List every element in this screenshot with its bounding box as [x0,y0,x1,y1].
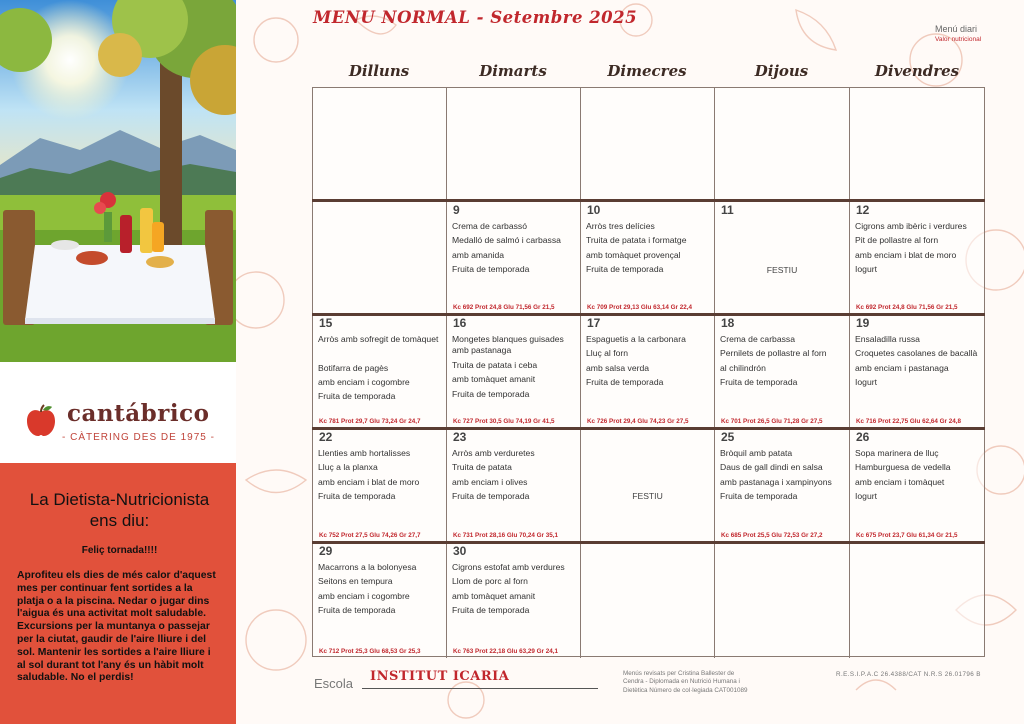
dish-line: amb tomàquet amanit [452,590,536,601]
day-number: 10 [587,203,601,217]
brand-tagline: - CÀTERING DES DE 1975 - [62,432,215,443]
day-number: 17 [587,316,601,330]
escola-label: Escola [314,676,354,691]
week-divider [312,313,985,316]
day-number: 22 [319,430,333,444]
picnic-illustration [0,0,236,362]
menu-diari-sublabel: Valor nutricional [935,36,982,43]
dish-line: Bròquil amb patata [720,448,793,458]
menu-day-cell [581,428,715,542]
dish-line: Seitons en tempura [318,576,393,587]
dietitian-greeting: Feliç tornada!!!! [81,545,158,556]
menu-day-cell [313,201,447,314]
dish-line: Cigrons estofat amb verdures [452,562,565,572]
dish-line: Truita de patata i ceba [452,360,538,370]
dish-line: amb enciam i olives [452,476,528,487]
day-header: Dijous [754,62,809,80]
dish-line: Hamburguesa de vedella [855,462,951,473]
dish-line: Medalló de salmó i carbassa [452,235,561,246]
day-number: 12 [856,203,870,217]
dish-line: Lluç al forn [586,348,629,359]
menu-calendar-grid [312,87,985,657]
escola-name: INSTITUT ICARIA [370,669,510,684]
holiday-label: FESTIU [632,491,663,501]
nutrition-info: Kc 709 Prot 29,13 Glu 63,14 Gr 22,4 [587,304,693,311]
dish-line: Iogurt [855,490,877,501]
menu-day-cell [313,314,447,428]
menu-day-cell [313,542,447,658]
reviewed-by-note: Menús revisats per Cristina Ballester de Cendra - Diplomada en Nutrició Humana i Dietètica Número de col·legiada CAT001089 [623,670,748,694]
dish-line: amb tomàquet provençal [586,249,681,260]
dish-line: Arròs amb sofregit de tomàquet [318,334,439,344]
week-divider [312,199,985,202]
nutrition-info: Kc 763 Prot 22,18 Glu 63,29 Gr 24,1 [453,648,559,655]
menu-day-cell [715,201,850,314]
dish-line: amb enciam i cogombre [318,590,410,601]
dish-line: Iogurt [855,376,877,387]
dish-line: Pernilets de pollastre al forn [720,348,827,359]
dietitian-panel [0,463,236,724]
dish-line: Fruita de temporada [318,604,396,615]
menu-day-cell [581,201,715,314]
dish-line: Fruita de temporada [720,490,798,501]
escola-underline [362,688,598,689]
menu-day-cell [581,542,715,658]
menu-diari-label: Menú diari [935,24,978,34]
dish-line: Mongetes blanques guisades amb pastanaga [452,334,564,355]
holiday-label: FESTIU [766,264,798,275]
nutrition-info: Kc 727 Prot 30,5 Glu 74,19 Gr 41,5 [453,418,555,425]
week-divider [312,427,985,430]
menu-day-cell [850,88,986,201]
dish-line: Arròs amb verduretes [452,448,535,458]
dish-line: amb enciam i cogombre [318,376,410,387]
brand-name: cantábrico [67,400,210,427]
menu-day-cell [715,428,850,542]
dish-line: Fruita de temporada [318,490,396,501]
dish-line: Fruita de temporada [720,376,798,387]
dish-line: amb enciam i tomàquet [855,476,945,487]
dish-line: Espaguetis a la carbonara [586,334,686,344]
menu-day-cell [715,542,850,658]
left-panel [0,0,236,724]
menu-day-cell [850,314,986,428]
dish-line: Fruita de temporada [452,490,530,501]
menu-day-cell [447,542,581,658]
dish-line: Arròs tres delícies [586,221,655,231]
dish-line: Fruita de temporada [586,263,664,274]
day-header: Dimarts [479,62,547,80]
day-number: 19 [856,316,870,330]
dietitian-message: Aprofiteu els dies de més calor d'aquest mes per continuar fent sortides a la platja o a la piscina. Nedar o jugar dins l'aigua és una activitat molt saludable. Excursions per la muntanya o passejar per la ciutat, gaudir de l'aire lliure i del sol. Mantenir les sortides a l'aire lliure i al sol durant tot l'any és un hàbit molt saludable. No el perdis! [17,570,216,684]
dish-line: Iogurt [855,263,877,274]
dish-line: Botifarra de pagès [318,362,389,373]
nutrition-info: Kc 675 Prot 23,7 Glu 61,34 Gr 21,5 [856,532,958,539]
menu-day-cell [850,428,986,542]
menu-day-cell [715,88,850,201]
day-number: 29 [319,544,333,558]
dietitian-title: La Dietista-Nutricionista ens diu: [29,490,210,530]
nutrition-info: Kc 726 Prot 29,4 Glu 74,23 Gr 27,5 [587,418,689,425]
dish-line: Fruita de temporada [586,376,664,387]
dish-line: Fruita de temporada [452,388,530,399]
dish-line: Macarrons a la bolonyesa [318,562,417,572]
dish-line: Crema de carbassó [452,221,527,231]
nutrition-info: Kc 752 Prot 27,5 Glu 74,26 Gr 27,7 [319,532,421,539]
dish-line: Truita de patata i formatge [586,235,687,246]
menu-day-cell [447,201,581,314]
dish-line: Daus de gall dindi en salsa [720,462,823,473]
dish-line: amb enciam i blat de moro [318,476,420,487]
nutrition-info: Kc 701 Prot 26,5 Glu 71,28 Gr 27,5 [721,418,823,425]
dish-line: Croquetes casolanes de bacallà [855,348,978,359]
week-divider [312,541,985,544]
dish-line: al chilindrón [720,362,766,373]
nutrition-info: Kc 692 Prot 24,8 Glu 71,56 Gr 21,5 [856,304,958,311]
dish-line: Truita de patata [452,462,512,473]
day-number: 15 [319,316,333,330]
day-number: 11 [721,203,734,217]
dish-line: Fruita de temporada [318,391,396,402]
day-number: 9 [453,203,460,217]
dish-line: amb pastanaga i xampinyons [720,476,832,487]
menu-day-cell [313,88,447,201]
day-number: 25 [721,430,735,444]
dish-line: Pit de pollastre al forn [855,235,939,246]
dish-line: Cigrons amb ibèric i verdures [855,221,967,231]
menu-day-cell [447,314,581,428]
nutrition-info: Kc 731 Prot 28,16 Glu 70,24 Gr 35,1 [453,532,559,539]
dish-line: Sopa marinera de lluç [855,448,939,458]
day-header: Dilluns [348,62,410,80]
dish-line: Fruita de temporada [452,604,530,615]
day-number: 18 [721,316,735,330]
menu-title: MENU NORMAL - Setembre 2025 [313,8,638,27]
nutrition-info: Kc 685 Prot 25,5 Glu 72,53 Gr 27,2 [721,532,823,539]
menu-day-cell [581,314,715,428]
dish-line: Fruita de temporada [452,263,530,274]
nutrition-info: Kc 712 Prot 25,3 Glu 68,53 Gr 25,3 [319,648,421,655]
day-number: 30 [453,544,467,558]
menu-day-cell [447,88,581,201]
registry-number: R.E.S.I.P.A.C 26.4388/CAT N.R.S 26.01796 B [836,671,981,678]
dish-line: Ensaladilla russa [855,334,920,344]
nutrition-info: Kc 692 Prot 24,8 Glu 71,56 Gr 21,5 [453,304,555,311]
dish-line: amb enciam i blat de moro [855,249,957,260]
menu-day-cell [313,428,447,542]
day-number: 16 [453,316,467,330]
day-header: Divendres [874,62,960,80]
day-number: 23 [453,430,467,444]
menu-day-cell [581,88,715,201]
dish-line: Llenties amb hortalisses [318,448,411,458]
dish-line: amb salsa verda [586,362,650,373]
dish-line: amb enciam i pastanaga [855,362,949,373]
dish-line: Lluç a la planxa [318,462,378,473]
dish-line: Crema de carbassa [720,334,795,344]
nutrition-info: Kc 716 Prot 22,75 Glu 62,64 Gr 24,8 [856,418,962,425]
day-header: Dimecres [607,62,687,80]
dish-line: Llom de porc al forn [452,576,528,587]
dish-line: amb amanida [452,249,505,260]
menu-day-cell [447,428,581,542]
nutrition-info: Kc 781 Prot 29,7 Glu 73,24 Gr 24,7 [319,418,421,425]
dish-line: amb tomàquet amanit [452,374,536,385]
apple-logo-icon [24,404,58,438]
menu-day-cell [715,314,850,428]
day-number: 26 [856,430,870,444]
menu-day-cell [850,542,986,658]
menu-day-cell [850,201,986,314]
